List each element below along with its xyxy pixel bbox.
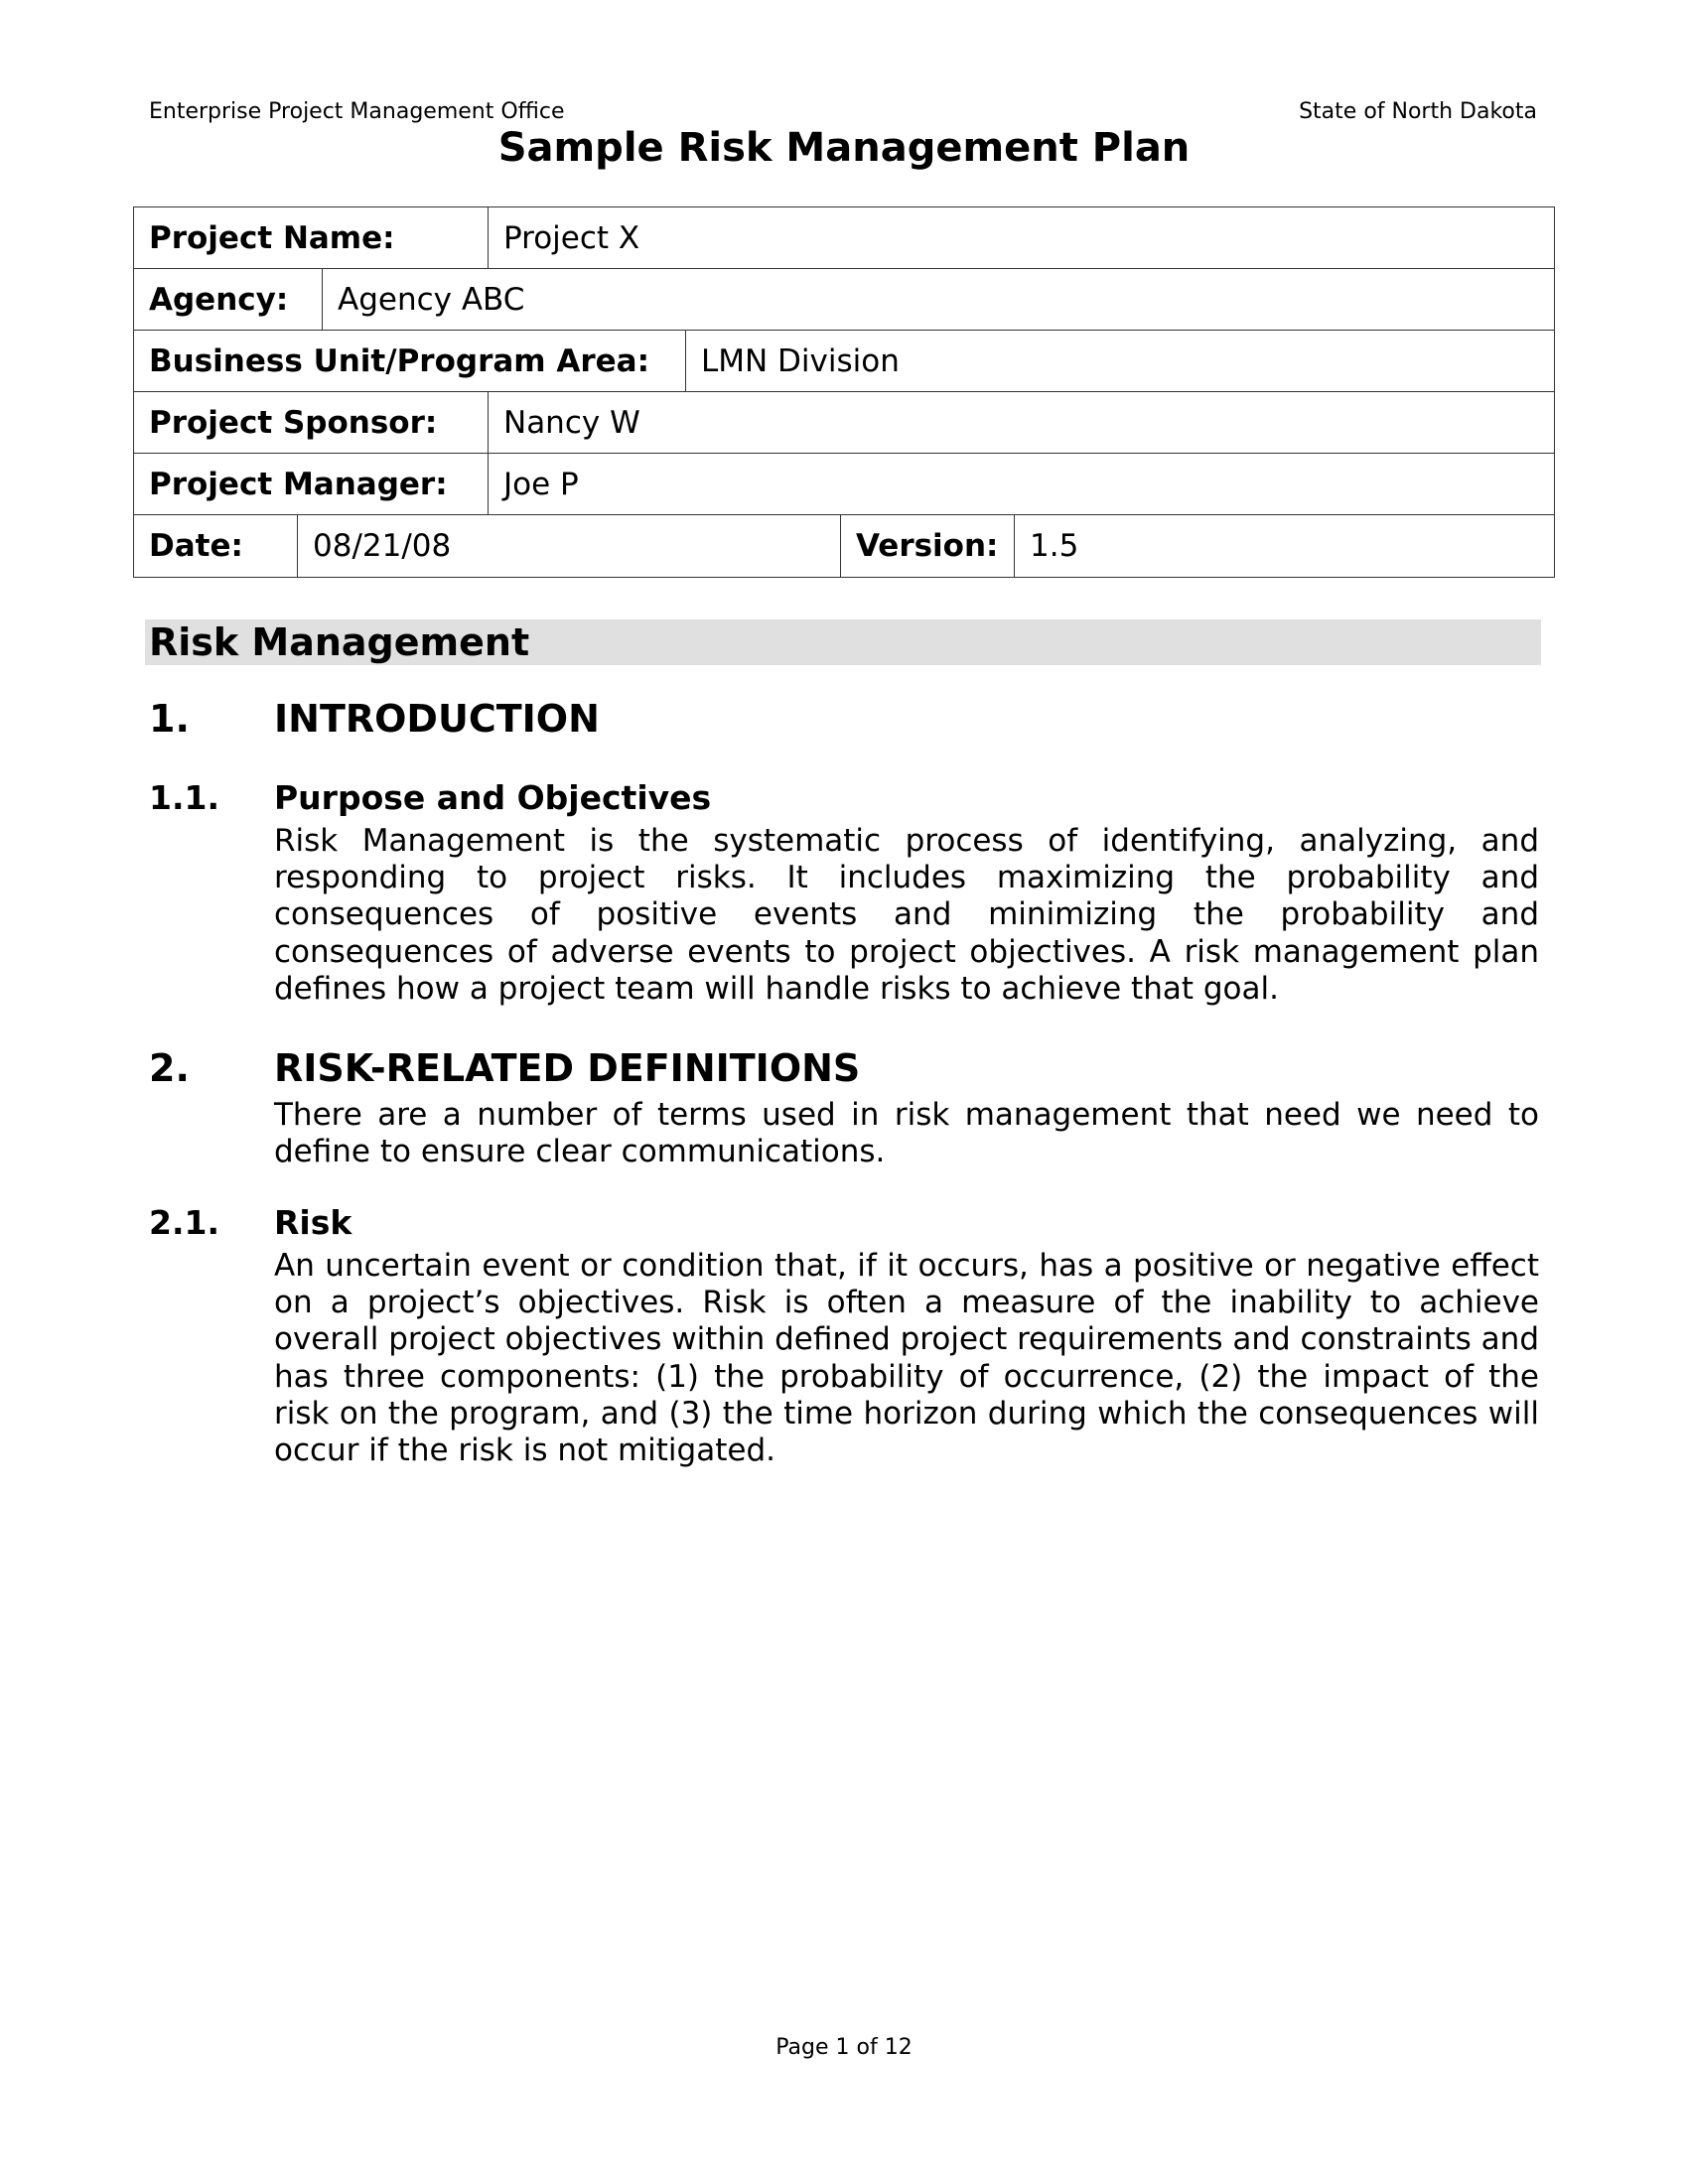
agency-value: Agency ABC — [338, 281, 525, 318]
business-unit-value: LMN Division — [701, 342, 900, 379]
heading-text: INTRODUCTION — [274, 697, 600, 741]
heading-purpose-objectives — [149, 778, 711, 817]
sponsor-label: Project Sponsor: — [134, 392, 489, 453]
version-value: 1.5 — [1030, 528, 1079, 564]
heading-number: 2.1. — [149, 1203, 219, 1242]
row-manager — [134, 454, 1554, 515]
header-state: State of North Dakota — [1299, 99, 1537, 124]
manager-label: Project Manager: — [134, 454, 489, 514]
project-info-table — [133, 206, 1555, 578]
date-value: 08/21/08 — [298, 515, 841, 577]
page-number: Page 1 of 12 — [775, 2035, 913, 2060]
heading-number: 1.1. — [149, 778, 219, 817]
date-label: Date: — [134, 515, 298, 577]
heading-risk — [149, 1203, 352, 1242]
row-agency — [134, 269, 1554, 331]
heading-text: Risk — [274, 1203, 352, 1242]
business-unit-label: Business Unit/Program Area: — [134, 331, 686, 391]
paragraph-purpose: Risk Management is the systematic process of identifying, analyzing, and responding to project risks. It includes maximizing the probability and consequences of positive events and minimizing the probability and consequences of adverse events to project objectives. A risk management plan defines how a project team will handle risks to achieve that goal. — [274, 823, 1539, 1007]
paragraph-definitions-intro: There are a number of terms used in risk management that need we need to define to ensure clear communications. — [274, 1097, 1539, 1170]
paragraph-risk-definition: An uncertain event or condition that, if it occurs, has a positive or negative effect on a project’s objectives. Risk is often a measure of the inability to achieve overall project objectives within defined project requirements and constraints and has three components: (1) the probability of occurrence, (2) the impact of the risk on the program, and (3) the time horizon during which the consequences will occur if the risk is not mitigated. — [274, 1248, 1539, 1469]
row-date-version — [134, 515, 1554, 577]
manager-value: Joe P — [503, 466, 579, 502]
heading-risk-definitions — [149, 1046, 860, 1090]
sponsor-value: Nancy W — [503, 404, 640, 441]
row-project-name — [134, 207, 1554, 269]
project-name-label: Project Name: — [134, 207, 489, 268]
document-title: Sample Risk Management Plan — [497, 125, 1191, 171]
project-name-value: Project X — [503, 219, 640, 256]
row-sponsor — [134, 392, 1554, 454]
section-bar-risk-management: Risk Management — [145, 619, 1541, 665]
heading-text: Purpose and Objectives — [274, 778, 712, 817]
row-business-unit — [134, 331, 1554, 392]
header-office: Enterprise Project Management Office — [149, 99, 565, 124]
version-label: Version: — [841, 515, 1015, 577]
heading-introduction — [149, 697, 600, 741]
heading-number: 2. — [149, 1046, 190, 1090]
heading-number: 1. — [149, 697, 190, 741]
agency-label: Agency: — [134, 269, 323, 330]
heading-text: RISK-RELATED DEFINITIONS — [274, 1046, 861, 1090]
